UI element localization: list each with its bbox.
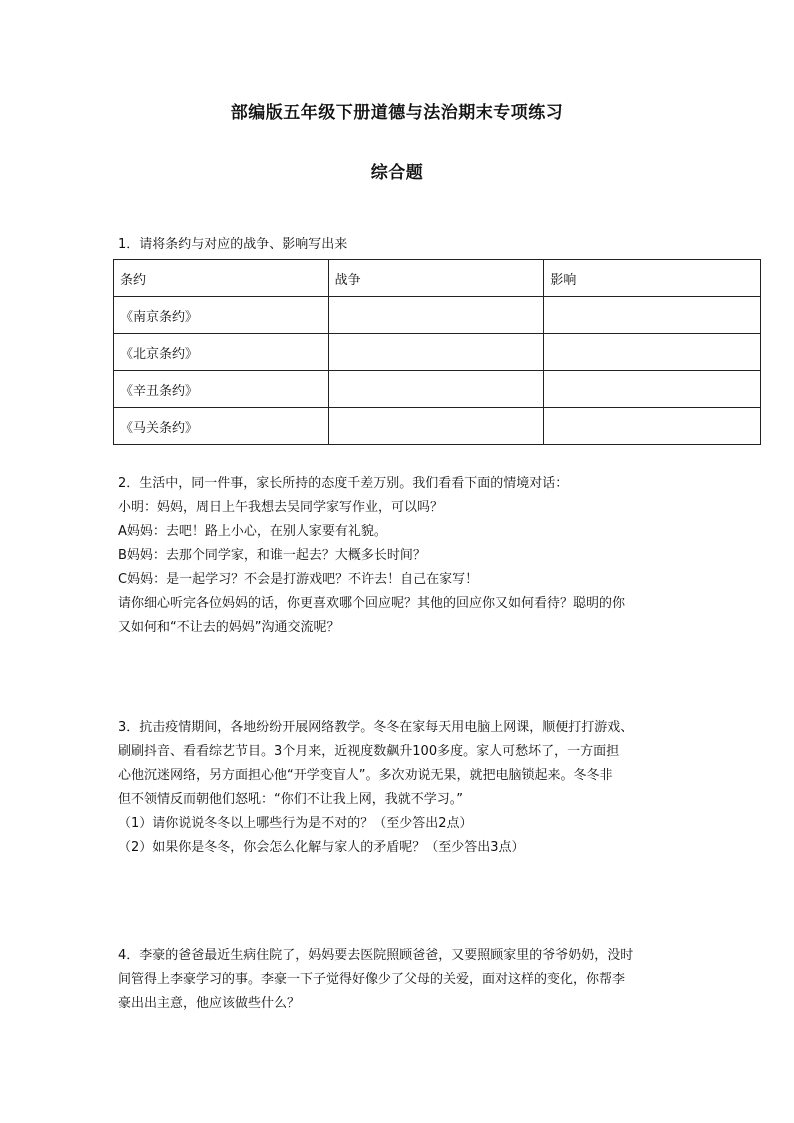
impact-answer-cell[interactable] <box>544 408 761 445</box>
header-treaty: 条约 <box>114 260 329 297</box>
table-row <box>114 297 761 334</box>
header-impact: 影响 <box>544 260 761 297</box>
dialogue-xiaoming: 小明：妈妈，周日上午我想去吴同学家写作业，可以吗？ <box>118 500 444 515</box>
document-subtitle: 综合题 <box>370 163 424 183</box>
question-3-block <box>118 716 678 860</box>
dialogue-mom-b: B妈妈：去那个同学家，和谁一起去？大概多长时间？ <box>118 548 426 563</box>
question-2-ask-line-2: 又如何和“不让去的妈妈”沟通交流呢？ <box>118 620 340 635</box>
question-3-line-2: 刷刷抖音、看看综艺节目。3个月来，近视度数飙升100多度。家人可愁坏了，一方面担 <box>118 744 620 759</box>
treaty-name-cell: 《北京条约》 <box>114 334 329 371</box>
question-3-line-3: 心他沉迷网络，另方面担心他“开学变盲人”。多次劝说无果，就把电脑锁起来。冬冬非 <box>118 768 613 783</box>
question-2-ask-line-1: 请你细心听完各位妈妈的话，你更喜欢哪个回应呢？其他的回应你又如何看待？聪明的你 <box>118 596 626 611</box>
war-answer-cell[interactable] <box>328 297 544 334</box>
question-4-line-2: 间管得上李豪学习的事。李豪一下子觉得好像少了父母的关爱，面对这样的变化，你帮李 <box>118 972 626 987</box>
question-2-intro: 2．生活中，同一件事，家长所持的态度千差万别。我们看看下面的情境对话： <box>118 476 569 491</box>
war-answer-cell[interactable] <box>328 334 544 371</box>
table-row <box>114 371 761 408</box>
treaty-name-cell: 《南京条约》 <box>114 297 329 334</box>
table-header-row <box>114 260 761 297</box>
impact-answer-cell[interactable] <box>544 297 761 334</box>
header-war: 战争 <box>328 260 544 297</box>
impact-answer-cell[interactable] <box>544 371 761 408</box>
question-3-sub-1: （1）请你说说冬冬以上哪些行为是不对的？（至少答出2点） <box>118 816 473 831</box>
war-answer-cell[interactable] <box>328 408 544 445</box>
war-answer-cell[interactable] <box>328 371 544 408</box>
question-4-block <box>118 944 678 1016</box>
dialogue-mom-a: A妈妈：去吧！路上小心，在别人家要有礼貌。 <box>118 524 387 539</box>
treaty-table <box>113 259 761 445</box>
question-3-line-4: 但不领情反而朝他们怒吼：“你们不让我上网，我就不学习。” <box>118 792 463 807</box>
question-3-sub-2: （2）如果你是冬冬，你会怎么化解与家人的矛盾呢？（至少答出3点） <box>118 840 525 855</box>
table-row <box>114 408 761 445</box>
document-title: 部编版五年级下册道德与法治期末专项练习 <box>230 103 564 123</box>
question-2-block <box>118 472 678 640</box>
treaty-name-cell: 《马关条约》 <box>114 408 329 445</box>
table-row <box>114 334 761 371</box>
question-1-prompt <box>118 233 678 257</box>
dialogue-mom-c: C妈妈：是一起学习？不会是打游戏吧？不许去！自己在家写！ <box>118 572 479 587</box>
question-3-line-1: 3．抗击疫情期间，各地纷纷开展网络教学。冬冬在家每天用电脑上网课，顺便打打游戏、 <box>118 720 634 735</box>
question-4-line-1: 4．李豪的爸爸最近生病住院了，妈妈要去医院照顾爸爸，又要照顾家里的爷爷奶奶，没时 <box>118 948 634 963</box>
question-1-text: 1．请将条约与对应的战争、影响写出来 <box>118 237 348 252</box>
treaty-name-cell: 《辛丑条约》 <box>114 371 329 408</box>
impact-answer-cell[interactable] <box>544 334 761 371</box>
question-4-line-3: 豪出出主意，他应该做些什么？ <box>118 996 301 1011</box>
